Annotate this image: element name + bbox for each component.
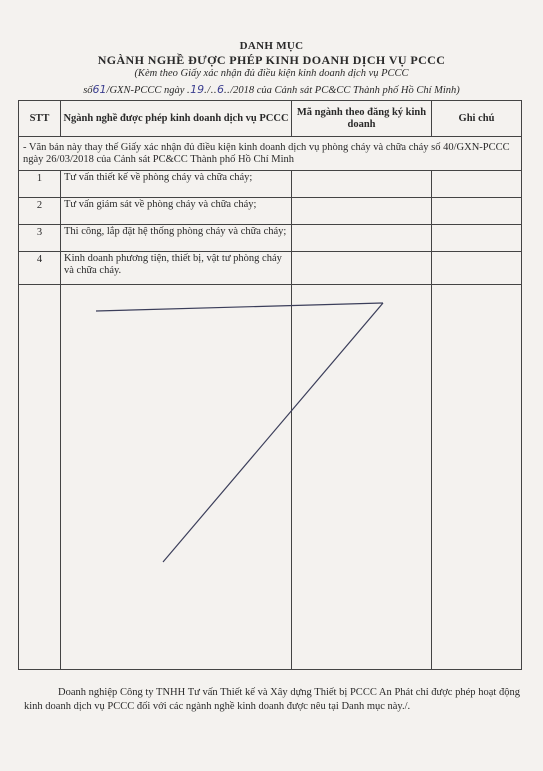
row-business-line: Tư vấn thiết kế về phòng cháy và chữa cháy; bbox=[61, 171, 292, 198]
table-row bbox=[19, 252, 522, 285]
footer-statement bbox=[24, 686, 520, 714]
header-note: Ghi chú bbox=[432, 101, 522, 137]
reference-line: số61/GXN-PCCC ngày .19./..6../2018 của Cảnh sát PC&CC Thành phố Hồ Chí Minh) bbox=[83, 83, 460, 96]
blank-stt bbox=[19, 285, 61, 670]
document-heading: NGÀNH NGHỀ ĐƯỢC PHÉP KINH DOANH DỊCH VỤ PCCC bbox=[97, 53, 446, 67]
table-row bbox=[19, 225, 522, 252]
ref-suffix: /2018 của Cảnh sát PC&CC Thành phố Hồ Chí Minh) bbox=[230, 85, 460, 96]
document-subtitle: (Kèm theo Giấy xác nhận đủ điều kiện kinh doanh dịch vụ PCCC bbox=[134, 68, 409, 79]
row-stt: 4 bbox=[19, 252, 61, 285]
header-business-line: Ngành nghề được phép kinh doanh dịch vụ PCCC bbox=[61, 101, 292, 137]
row-stt: 2 bbox=[19, 198, 61, 225]
row-business-line: Thi công, lắp đặt hệ thống phòng cháy và chữa cháy; bbox=[61, 225, 292, 252]
row-note bbox=[432, 252, 522, 285]
header-stt: STT bbox=[19, 101, 61, 137]
row-code bbox=[292, 225, 432, 252]
blank-code bbox=[292, 285, 432, 670]
row-code bbox=[292, 171, 432, 198]
header-business-code: Mã ngành theo đăng ký kinh doanh bbox=[292, 101, 432, 137]
ref-month-handwritten: 6 bbox=[216, 83, 224, 96]
ref-day-handwritten: 19 bbox=[190, 83, 205, 96]
blank-row bbox=[19, 285, 522, 670]
business-lines-table bbox=[18, 100, 521, 669]
row-stt: 3 bbox=[19, 225, 61, 252]
row-note bbox=[432, 171, 522, 198]
blank-note bbox=[432, 285, 522, 670]
document-title: DANH MỤC bbox=[239, 40, 304, 52]
replacement-note: - Văn bản này thay thế Giấy xác nhận đủ điều kiện kinh doanh dịch vụ phòng cháy và chữa cháy số 40/GXN-PCCC ngày 26/03/2018 của Cảnh sát PC&CC Thành phố Hồ Chí Minh bbox=[19, 137, 522, 171]
row-business-line: Kinh doanh phương tiện, thiết bị, vật tư phòng cháy và chữa cháy. bbox=[61, 252, 292, 285]
table-row bbox=[19, 198, 522, 225]
row-code bbox=[292, 198, 432, 225]
row-business-line: Tư vấn giám sát về phòng cháy và chữa cháy; bbox=[61, 198, 292, 225]
ref-number-handwritten: 61 bbox=[92, 83, 107, 96]
table-row bbox=[19, 171, 522, 198]
footer-text: Doanh nghiệp Công ty TNHH Tư vấn Thiết kế và Xây dựng Thiết bị PCCC An Phát chỉ được phép hoạt động kinh doanh dịch vụ PCCC đối với các ngành nghề kinh doanh được nêu tại Danh mục này./. bbox=[24, 687, 520, 712]
row-note bbox=[432, 225, 522, 252]
ref-prefix: số bbox=[83, 85, 93, 96]
row-stt: 1 bbox=[19, 171, 61, 198]
blank-business-line bbox=[61, 285, 292, 670]
row-code bbox=[292, 252, 432, 285]
ref-mid: /GXN-PCCC ngày bbox=[106, 85, 185, 96]
row-note bbox=[432, 198, 522, 225]
